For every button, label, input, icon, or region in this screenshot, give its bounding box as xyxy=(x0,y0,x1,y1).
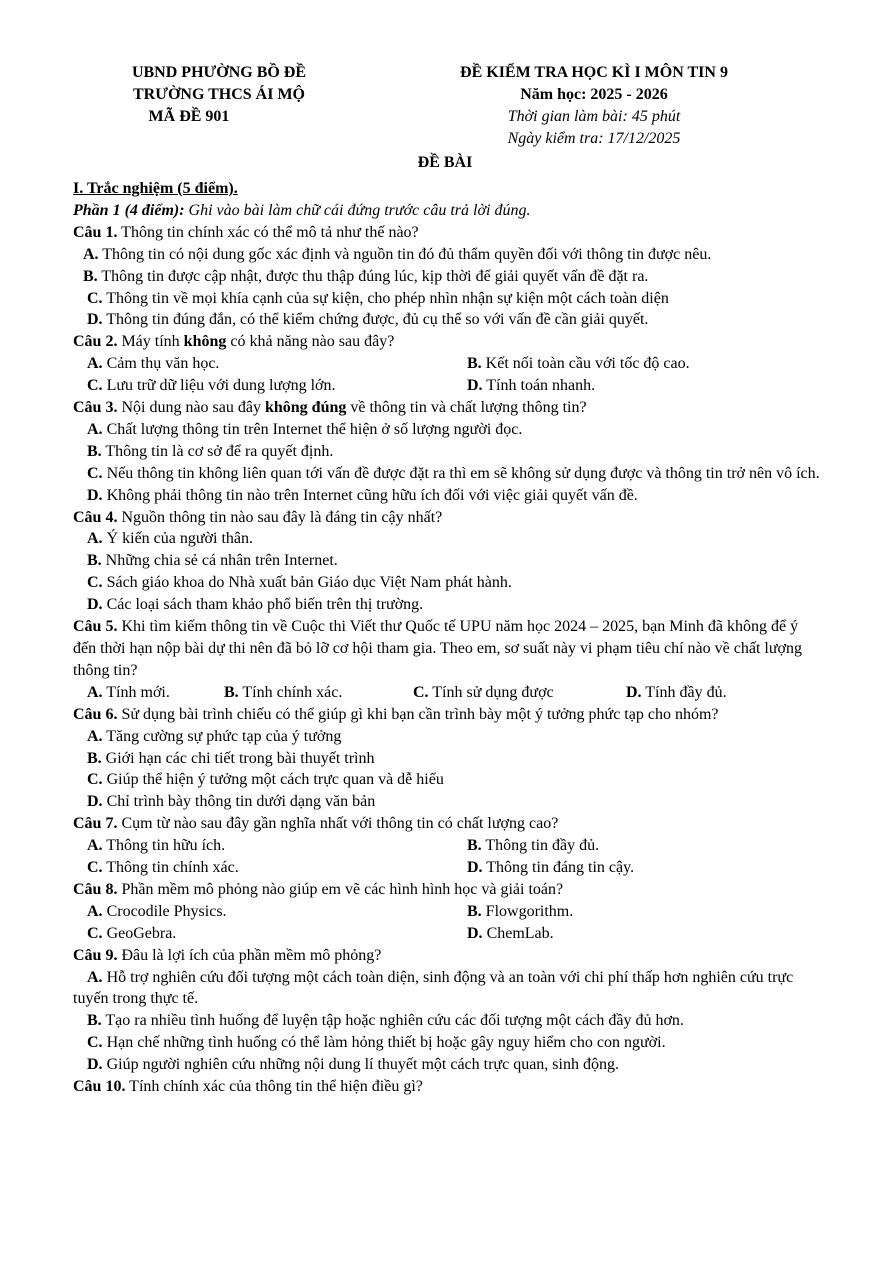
q4-option-b: B. Những chia sẻ cá nhân trên Internet. xyxy=(87,552,338,570)
q2-options-row-2 xyxy=(73,375,848,397)
q2-option-c: C. Lưu trữ dữ liệu với dung lượng lớn. xyxy=(87,377,336,395)
exam-code: MÃ ĐỀ 901 xyxy=(148,108,230,125)
question-9: Câu 9. Đâu là lợi ích của phần mềm mô phỏng? xyxy=(73,946,382,964)
q1-option-b: B. Thông tin được cập nhật, được thu thập đúng lúc, kịp thời để giải quyết vấn đề đặt ra. xyxy=(83,267,649,285)
q5-option-a: A. Tính mới. xyxy=(87,683,170,701)
question-4: Câu 4. Nguồn thông tin nào sau đây là đáng tin cậy nhất? xyxy=(73,508,443,526)
q3-option-a: A. Chất lượng thông tin trên Internet thể hiện ở số lượng người đọc. xyxy=(87,420,523,438)
q7-option-a: A. Thông tin hữu ích. xyxy=(87,837,226,855)
ward-name: UBND PHƯỜNG BỒ ĐỀ xyxy=(131,64,307,81)
q5-options-row xyxy=(73,682,848,704)
q8-option-c: C. GeoGebra. xyxy=(87,924,177,942)
q1-option-d: D. Thông tin đúng đắn, có thể kiểm chứng được, đủ cụ thể so với vấn đề cần giải quyết. xyxy=(87,311,649,329)
q6-option-d: D. Chỉ trình bày thông tin dưới dạng văn bản xyxy=(87,793,376,811)
q2-option-b: B. Kết nối toàn cầu với tốc độ cao. xyxy=(467,355,690,373)
question-6: Câu 6. Sử dụng bài trình chiếu có thể giúp gì khi bạn cần trình bày một ý tưởng phức tạp cho nhóm? xyxy=(73,705,719,723)
exam-body xyxy=(73,178,848,1098)
q7-options-row-1 xyxy=(73,835,848,857)
question-10: Câu 10. Tính chính xác của thông tin thể hiện điều gì? xyxy=(73,1078,423,1096)
exam-date: Ngày kiểm tra: 17/12/2025 xyxy=(507,130,681,147)
question-5: Câu 5. Khi tìm kiếm thông tin về Cuộc thi Viết thư Quốc tế UPU năm học 2024 – 2025, bạn Minh đã không để ý đến thời hạn nộp bài dự thi nên đã bỏ lỡ cơ hội tham gia. Theo em, sơ suất này vi phạm tiêu chí nào về chất lượng thông tin? xyxy=(73,618,802,679)
q8-options-row-1 xyxy=(73,901,848,923)
q7-option-c: C. Thông tin chính xác. xyxy=(87,859,239,877)
exam-title: ĐỀ KIỂM TRA HỌC KÌ I MÔN TIN 9 xyxy=(460,64,728,81)
school-year: Năm học: 2025 - 2026 xyxy=(520,86,668,103)
q1-option-c: C. Thông tin về mọi khía cạnh của sự kiện, cho phép nhìn nhận sự kiện một cách toàn diện xyxy=(87,289,669,307)
q5-option-c: C. Tính sử dụng được xyxy=(413,683,554,701)
q8-option-a: A. Crocodile Physics. xyxy=(87,902,227,920)
q6-option-b: B. Giới hạn các chi tiết trong bài thuyết trình xyxy=(87,749,375,767)
q2-options-row-1 xyxy=(73,353,848,375)
q5-option-d: D. Tính đầy đủ. xyxy=(626,683,727,701)
de-bai-heading: ĐỀ BÀI xyxy=(417,154,473,171)
question-2: Câu 2. Máy tính không có khả năng nào sau đây? xyxy=(73,333,395,351)
school-name: TRƯỜNG THCS ÁI MỘ xyxy=(132,86,305,103)
q7-options-row-2 xyxy=(73,857,848,879)
q9-option-d: D. Giúp người nghiên cứu những nội dung lí thuyết một cách trực quan, sinh động. xyxy=(87,1056,619,1074)
q5-option-b: B. Tính chính xác. xyxy=(224,683,343,701)
q9-option-c: C. Hạn chế những tình huống có thể làm hỏng thiết bị hoặc gây nguy hiểm cho con người. xyxy=(87,1034,666,1052)
q4-option-d: D. Các loại sách tham khảo phổ biến trên thị trường. xyxy=(87,596,424,614)
q4-option-a: A. Ý kiến của người thân. xyxy=(87,530,253,548)
part-instruction: Phần 1 (4 điểm): Ghi vào bài làm chữ cái đứng trước câu trả lời đúng. xyxy=(73,201,531,219)
q9-option-a: A. Hỗ trợ nghiên cứu đối tượng một cách toàn diện, sinh động và an toàn với chi phí thấp hơn nghiên cứu trực tuyến trong thực tế. xyxy=(73,968,794,1008)
question-3: Câu 3. Nội dung nào sau đây không đúng về thông tin và chất lượng thông tin? xyxy=(73,399,587,417)
q4-option-c: C. Sách giáo khoa do Nhà xuất bản Giáo dục Việt Nam phát hành. xyxy=(87,574,512,592)
duration: Thời gian làm bài: 45 phút xyxy=(507,108,681,125)
q1-option-a: A. Thông tin có nội dung gốc xác định và nguồn tin đó đủ thẩm quyền đối với thông tin được nêu. xyxy=(83,245,712,263)
q8-option-b: B. Flowgorithm. xyxy=(467,902,574,920)
section-heading: I. Trắc nghiệm (5 điểm). xyxy=(73,180,238,197)
q7-option-b: B. Thông tin đầy đủ. xyxy=(467,837,600,855)
q3-option-d: D. Không phải thông tin nào trên Internet cũng hữu ích đối với việc giải quyết vấn đề. xyxy=(87,486,638,504)
q2-option-a: A. Cảm thụ văn học. xyxy=(87,355,220,373)
question-1: Câu 1. Thông tin chính xác có thể mô tả như thế nào? xyxy=(73,223,419,241)
q9-option-b: B. Tạo ra nhiều tình huống để luyện tập hoặc nghiên cứu các đối tượng một cách đầy đủ hơn. xyxy=(87,1012,684,1030)
q2-option-d: D. Tính toán nhanh. xyxy=(467,377,596,395)
q7-option-d: D. Thông tin đáng tin cậy. xyxy=(467,859,635,877)
question-7: Câu 7. Cụm từ nào sau đây gần nghĩa nhất với thông tin có chất lượng cao? xyxy=(73,815,559,833)
q3-option-b: B. Thông tin là cơ sở để ra quyết định. xyxy=(87,442,334,460)
q6-option-c: C. Giúp thể hiện ý tưởng một cách trực quan và dễ hiểu xyxy=(87,771,444,789)
q8-options-row-2 xyxy=(73,923,848,945)
question-8: Câu 8. Phần mềm mô phỏng nào giúp em vẽ các hình hình học và giải toán? xyxy=(73,880,564,898)
q6-option-a: A. Tăng cường sự phức tạp của ý tưởng xyxy=(87,727,342,745)
q8-option-d: D. ChemLab. xyxy=(467,924,554,942)
q3-option-c: C. Nếu thông tin không liên quan tới vấn đề được đặt ra thì em sẽ không sử dụng được và thông tin trở nên vô ích. xyxy=(87,464,820,482)
